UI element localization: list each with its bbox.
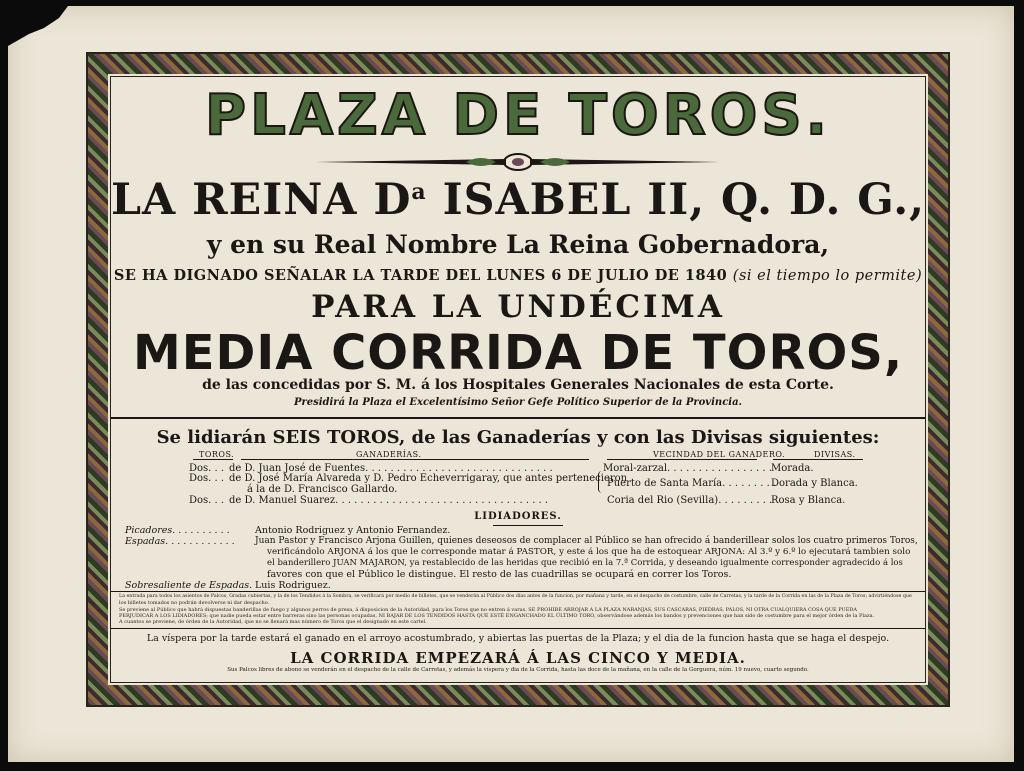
bull-row-2-toros: Dos. . . [189, 473, 225, 484]
para-line: PARA LA UNDÉCIMA [311, 289, 725, 325]
bull-row-1-ganaderia: de D. Juan José de Fuentes. . . . . . . . . . . . . . . . . . . . . . . . . . . . . . [229, 463, 553, 474]
presidency-line: Presidirá la Plaza el Excelentísimo Señor Gefe Político Superior de la Provincia. [293, 397, 743, 408]
main-event-heading: MEDIA CORRIDA DE TOROS, [132, 325, 904, 381]
bull-row-2-ganaderia-cont: á la de D. Francisco Gallardo. [247, 484, 398, 495]
espadas-line-2: verificándolo ARJONA á los que le corresponde matar á PASTOR, y este á los que ha de estoquear ARJONA: Al 3.º y 6.º lo ejecutará tambien solo [267, 547, 911, 557]
fine-print-2: los billetes tomados no podrán devolverse ni dar despacho. [119, 600, 270, 606]
sobresaliente-name: Luis Rodriguez. [255, 580, 331, 591]
lidiadores-underline [493, 525, 563, 526]
col-underline [773, 459, 863, 460]
boxes-notice: Sus Palcos libres de abono se venderán en el despacho de la calle de Carretas, y además la víspera y dia de la Corrida, hasta las doce de la mañana, en la calle de la Gorguera, núm. 19 nuevo, cuarto segundo. [227, 667, 809, 673]
start-time-heading: LA CORRIDA EMPEZARÁ Á LAS CINCO Y MEDIA. [290, 649, 746, 667]
picadores-names: Antonio Rodriguez y Antonio Fernandez. [255, 525, 451, 536]
bull-row-2-ganaderia: de D. José María Alvareda y D. Pedro Echeverrigaray, que antes pertenecieron [229, 473, 628, 484]
bulls-heading: Se lidiarán SEIS TOROS, de las Ganaderías y con las Divisas siguientes: [156, 427, 880, 448]
queen-heading: LA REINA $D^a$ ISABEL II, Q. D. G., [111, 175, 925, 225]
bull-row-3-vecindad: Coria del Rio (Sevilla). . . . . . . . . [607, 495, 773, 506]
role-espadas: Espadas. . . . . . . . . . . . [125, 536, 235, 547]
eve-notice: La víspera por la tarde estará el ganado en el arroyo acostumbrado, y abiertas las puertas de la Plaza; y el dia de la funcion hasta que se haga el despejo. [146, 633, 890, 644]
bull-row-3-toros: Dos. . . [189, 495, 225, 506]
governess-line: y en su Real Nombre La Reina Gobernadora, [206, 230, 830, 259]
hospitals-line: de las concedidas por S. M. á los Hospitales Generales Nacionales de esta Corte. [202, 377, 834, 393]
fine-print-4: PERJUDICAR A LOS LIDIADORES; que nadie pueda estar entre barreras sino las personas ocupadas, NI BAJAR DE LOS TENDIDOS HASTA QUE ESTÉ ENGANCHADO EL ÚLTIMO TORO, observándose además los bandos y prevenciones que han sido de costumbre para el mejor órden de la Plaza. [119, 613, 875, 619]
bull-row-1-vecindad: Moral-zarzal. . . . . . . . . . . . . . . . . [603, 463, 772, 474]
bracket-icon [598, 471, 605, 493]
col-vecindad: VECINDAD DEL GANADERO. [653, 450, 786, 459]
bull-row-3-divisa: Rosa y Blanca. [771, 495, 846, 506]
fine-print-rule [111, 591, 925, 592]
bull-row-1-toros: Dos. . . [189, 463, 225, 474]
ornament-divider-icon [316, 151, 720, 173]
poster-content [110, 76, 926, 683]
fine-print-5: A cuantos se previene, de órden de la Autoridad, que no se llenará mas número de Toros que el designado en este cartel. [119, 619, 427, 625]
bull-row-2-vecindad: Puerto de Santa María. . . . . . . . . [607, 478, 777, 489]
poster-title: PLAZA DE TOROS. [205, 83, 831, 148]
col-divisas: DIVISAS. [814, 450, 856, 459]
date-line: SE HA DIGNADO SEÑALAR LA TARDE DEL LUNES 6 DE JULIO DE 1840 (si el tiempo lo permite) [113, 267, 923, 284]
fine-print-3: Se previene al Público que habrá dispuestas banderillas de fuego y algunos perros de presa, á disposicion de la Autoridad, para los Toros que no entren á varas. SE PROHIBE ARROJAR A LA PLAZA NARANJAS, SUS CASCARAS, PIEDRAS, PALOS, NI OTRA CUALQUIERA COSA QUE PUEDA [119, 607, 857, 613]
lidiadores-heading: LIDIADORES. [474, 511, 562, 522]
espadas-line-3: el banderillero JUAN MAJARON, ya restablecido de las heridas que recibió en la 7.ª Corrida, y deseando igualmente corresponder agradecido á los [267, 558, 903, 568]
bull-row-3-ganaderia: de D. Manuel Suarez. . . . . . . . . . . . . . . . . . . . . . . . . . . . . . . . . . [229, 495, 549, 506]
espadas-line-1: Juan Pastor y Francisco Arjona Guillen, quienes deseosos de complacer al Público se han ofrecido á banderillear solos los cuatro primeros Toros, [255, 536, 918, 546]
col-ganaderias: GANADERÍAS. [356, 450, 422, 459]
col-underline [193, 459, 233, 460]
bull-row-1-divisa: Morada. [771, 463, 814, 474]
col-underline [241, 459, 589, 460]
role-picadores: Picadores. . . . . . . . . . [125, 525, 230, 536]
role-sobresaliente: Sobresaliente de Espadas. [125, 580, 253, 591]
fine-print-1: La entrada para todos los asientos de Palcos, Gradas cubiertas, y la de los Tendidos á la Sombra, se verificará por medio de billetes, que se venderán al Público dos días antes de la funcion, por mañana y tarde, en el despacho de costumbre, calle de Carretas, y la tarde de la Corrida en las de la Plaza de Toros; advirtiéndose que [119, 594, 912, 599]
section-rule [111, 417, 925, 419]
closing-rule [111, 628, 925, 629]
col-underline [607, 459, 757, 460]
espadas-line-4: favores con que el Público le distingue. El resto de las cuadrillas se ocupará en correr los Toros. [267, 569, 732, 580]
col-toros: TOROS. [199, 450, 235, 459]
bull-row-2-divisa: Dorada y Blanca. [771, 478, 858, 489]
